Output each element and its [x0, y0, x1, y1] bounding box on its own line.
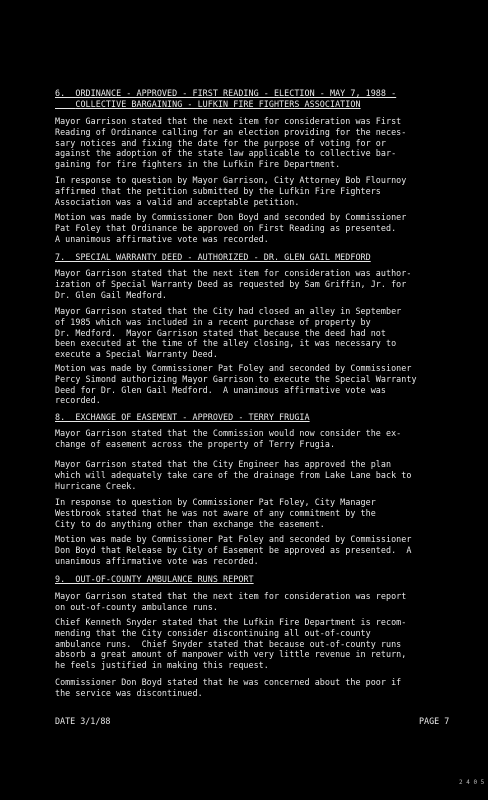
section-7-paragraph-2: Mayor Garrison stated that the City had closed an alley in September of 1985 which was included in a recent purchase of property by Dr. Medford. Mayor Garrison stated that because the deed had not been executed at the time of the alley closing, it was necessary to execute a Special Warranty Deed.: [55, 306, 402, 360]
section-8-motion: Motion was made by Commissioner Pat Foley and seconded by Commissioner Don Boyd that Release by City of Easement be approved as presented. A unanimous affirmative vote was recorded.: [55, 534, 412, 566]
footer-page-number: PAGE 7: [419, 716, 450, 726]
section-7-paragraph-1: Mayor Garrison stated that the next item for consideration was author- ization of Special Warranty Deed as requested by Sam Griffin, Jr. for Dr. Glen Gail Medford.: [55, 268, 412, 300]
section-9-paragraph-1: Mayor Garrison stated that the next item for consideration was report on out-of-county ambulance runs.: [55, 591, 407, 612]
section-8-paragraph-3: In response to question by Commissioner Pat Foley, City Manager Westbrook stated that he was not aware of any commitment by the City to do anything other than exchange the easement.: [55, 497, 376, 529]
section-9-paragraph-2: Chief Kenneth Snyder stated that the Lufkin Fire Department is recom- mending that the City consider discontinuing all out-of-county ambulance runs. Chief Snyder stated that because out-of-county runs absorb a great amount of manpower with very little revenue in return, he feels justified in making this request.: [55, 617, 407, 671]
section-6-heading: 6. ORDINANCE - APPROVED - FIRST READING - ELECTION - MAY 7, 1988 - COLLECTIVE BARGAINING - LUFKIN FIRE FIGHTERS ASSOCIATION: [55, 88, 397, 109]
footer-date: DATE 3/1/88: [55, 716, 111, 726]
section-8-paragraph-1: Mayor Garrison stated that the Commission would now consider the ex- change of easement across the property of Terry Frugia.: [55, 428, 402, 449]
section-9-heading: 9. OUT-OF-COUNTY AMBULANCE RUNS REPORT: [55, 574, 254, 584]
section-7-heading: 7. SPECIAL WARRANTY DEED - AUTHORIZED - DR. GLEN GAIL MEDFORD: [55, 252, 371, 262]
section-6-paragraph-1: Mayor Garrison stated that the next item for consideration was First Reading of Ordinance calling for an election providing for the neces- sary notices and fixing the date for the purpose of voting for or against the adoption of the state law applicable to collective bar- gaining for fire fighters in the Lufkin Fire Department.: [55, 116, 407, 170]
section-6-paragraph-2: In response to question by Mayor Garrison, City Attorney Bob Flournoy affirmed that the petition submitted by the Lufkin Fire Fighters Association was a valid and acceptable petition.: [55, 175, 407, 207]
section-7-motion: Motion was made by Commissioner Pat Foley and seconded by Commissioner Percy Simond authorizing Mayor Garrison to execute the Special Warranty Deed for Dr. Glen Gail Medford. A unanimous affirmative vote was recorded.: [55, 363, 417, 406]
section-9-paragraph-3: Commissioner Don Boyd stated that he was concerned about the poor if the service was discontinued.: [55, 677, 402, 698]
section-8-heading: 8. EXCHANGE OF EASEMENT - APPROVED - TERRY FRUGIA: [55, 412, 310, 422]
section-6-motion: Motion was made by Commissioner Don Boyd and seconded by Commissioner Pat Foley that Ordinance be approved on First Reading as presented. A unanimous affirmative vote was recorded.: [55, 212, 407, 244]
corner-mark: 2 4 0 5: [459, 779, 485, 786]
section-8-paragraph-2: Mayor Garrison stated that the City Engineer has approved the plan which will adequately take care of the drainage from Lake Lane back to Hurricane Creek.: [55, 459, 412, 491]
